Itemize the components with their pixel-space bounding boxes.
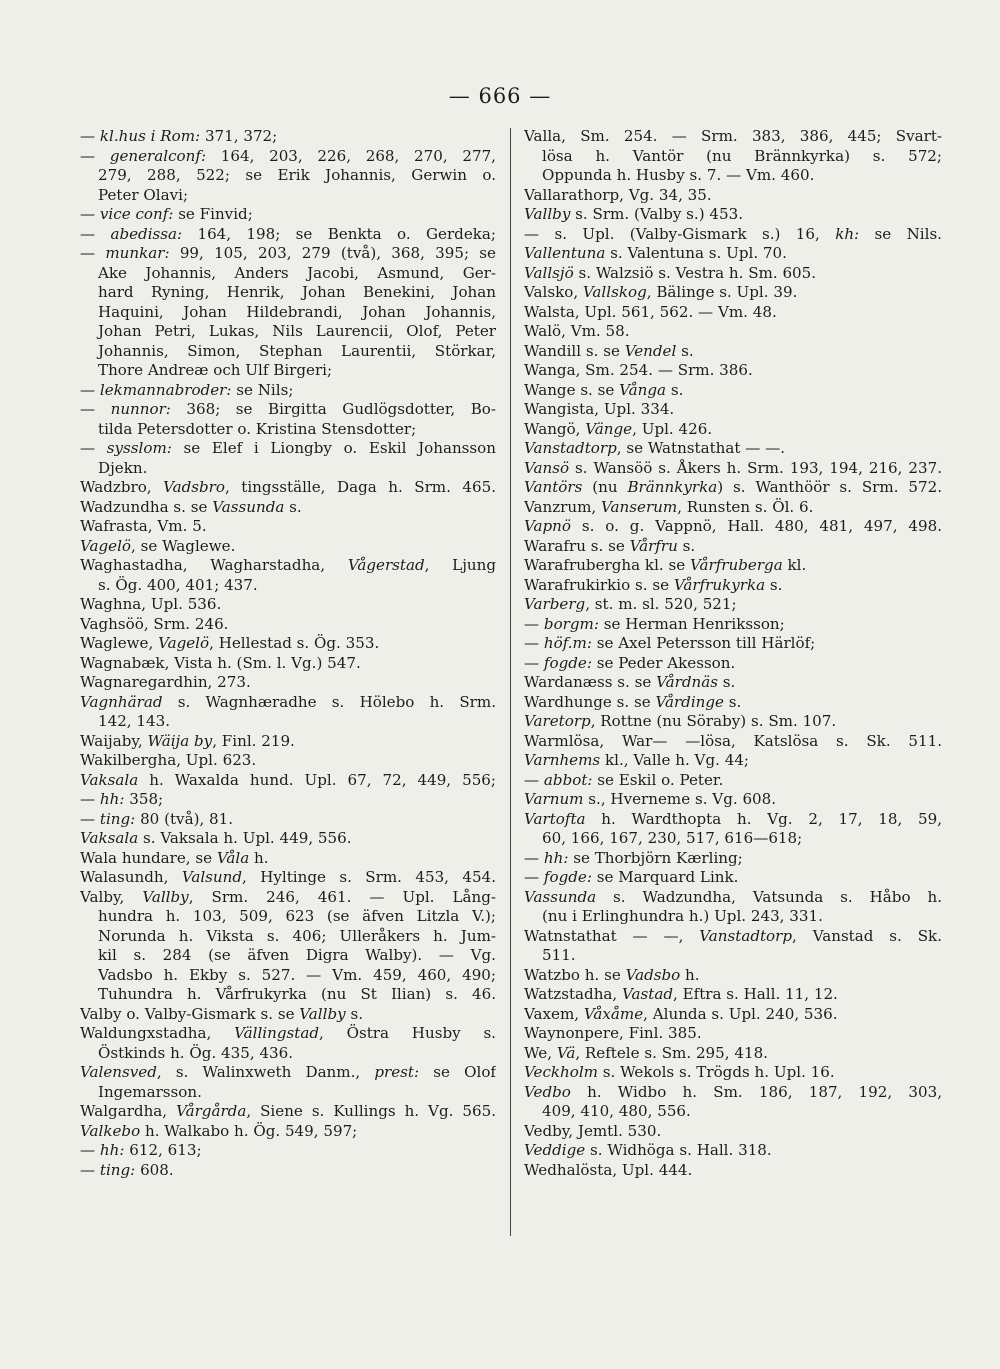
index-line: Vagelö, se Waglewe.	[80, 536, 236, 555]
italic-term: Vänge	[585, 419, 633, 438]
index-line: 279, 288, 522; se Erik Johannis, Gerwin o.	[98, 166, 496, 184]
italic-term: Vagelö	[158, 634, 210, 652]
italic-term: Vagnhärad	[80, 692, 163, 711]
index-line: We, Vä, Reftele s. Sm. 295, 418.	[524, 1043, 768, 1062]
index-line: Waghastadha, Wagharstadha, Vågerstad, Ljung	[80, 556, 496, 574]
index-line: Waynonpere, Finl. 385.	[524, 1024, 702, 1042]
italic-term: Vanstadtorp	[699, 926, 793, 945]
italic-term: Vallby	[299, 1004, 346, 1023]
italic-term: abbot:	[543, 770, 593, 789]
index-line: lösa h. Vantör (nu Brännkyrka) s. 572;	[542, 146, 942, 165]
left-column	[80, 127, 496, 1180]
index-line: Varnhems kl., Valle h. Vg. 44;	[524, 751, 750, 769]
index-line: Walasundh, Valsund, Hyltinge s. Srm. 453, 454.	[80, 868, 496, 886]
index-line: Waldungxstadha, Vällingstad, Östra Husby s.	[80, 1024, 496, 1042]
index-line: Valby o. Valby-Gismark s. se Vallby s.	[80, 1004, 363, 1023]
italic-term: Valensved	[80, 1063, 157, 1081]
index-line: Johan Petri, Lukas, Nils Laurencii, Olof, Peter	[98, 322, 496, 340]
italic-term: Vårdinge	[655, 692, 724, 711]
italic-term: ting:	[99, 1160, 136, 1179]
index-line: Warmlösa, War— —lösa, Katslösa s. Sk. 511.	[524, 731, 942, 750]
index-line: Wadzbro, Vadsbro, tingsställe, Daga h. Srm. 465.	[80, 478, 496, 496]
italic-term: sysslom:	[106, 439, 172, 457]
index-line: Vassunda s. Wadzundha, Vatsunda s. Håbo h.	[524, 887, 942, 906]
index-line: — hh: 612, 613;	[80, 1141, 202, 1159]
index-line: — abbot: se Eskil o. Peter.	[524, 770, 724, 789]
index-line: Wardanæss s. se Vårdnäs s.	[524, 673, 736, 691]
index-line: Walsta, Upl. 561, 562. — Vm. 48.	[524, 302, 777, 321]
index-line: Wafrasta, Vm. 5.	[80, 517, 207, 535]
index-line: Wagnabæk, Vista h. (Sm. l. Vg.) 547.	[80, 653, 361, 672]
italic-term: borgm:	[543, 614, 599, 633]
index-line: Wange s. se Vånga s.	[524, 380, 684, 399]
index-line: hundra h. 103, 509, 623 (se äfven Litzla V.);	[98, 907, 496, 925]
index-line: Vagnhärad s. Wagnhæradhe s. Hölebo h. Srm.	[80, 692, 496, 711]
italic-term: Vaksala	[80, 829, 139, 847]
index-line: — generalconf: 164, 203, 226, 268, 270, 277,	[80, 146, 496, 165]
index-line: Walgardha, Vårgårda, Siene s. Kullings h. Vg. 565.	[80, 1102, 496, 1120]
index-line: tilda Petersdotter o. Kristina Stensdotter;	[98, 419, 417, 438]
italic-term: Vastad	[622, 985, 674, 1003]
index-line: Wardhunge s. se Vårdinge s.	[524, 692, 742, 711]
italic-term: hh:	[543, 848, 569, 867]
index-line: Waijaby, Wäija by, Finl. 219.	[80, 731, 295, 750]
italic-term: Vedbo	[524, 1082, 571, 1101]
index-line: Valkebo h. Walkabo h. Ög. 549, 597;	[80, 1121, 358, 1140]
index-line: (nu i Erlinghundra h.) Upl. 243, 331.	[542, 907, 823, 925]
index-line: Wagnaregardhin, 273.	[80, 673, 251, 691]
italic-term: Vallby	[142, 887, 189, 906]
page-number: — 666 —	[448, 84, 552, 108]
index-line: — abedissa: 164, 198; se Benkta o. Gerdeka;	[80, 224, 496, 243]
index-line: Vanstadtorp, se Watnstathat — —.	[524, 439, 786, 457]
italic-term: Våla	[216, 848, 250, 867]
italic-term: Valkebo	[80, 1121, 141, 1140]
italic-term: Valsund	[181, 868, 243, 886]
index-line: Veckholm s. Wekols s. Trögds h. Upl. 16.	[524, 1063, 835, 1081]
index-line: — hh: 358;	[80, 790, 164, 808]
index-line: Vedbo h. Widbo h. Sm. 186, 187, 192, 303,	[524, 1082, 942, 1101]
index-line: Watzstadha, Vastad, Eftra s. Hall. 11, 12.	[524, 985, 838, 1003]
index-line: — ting: 608.	[80, 1160, 174, 1179]
italic-term: Vantörs	[524, 478, 583, 496]
index-line: Thore Andreæ och Ulf Birgeri;	[98, 361, 333, 379]
right-column	[524, 127, 942, 1180]
italic-term: fogde:	[543, 653, 592, 672]
index-line: Peter Olavi;	[98, 185, 189, 204]
italic-term: hh:	[99, 790, 125, 808]
index-line: Waglewe, Vagelö, Hellestad s. Ög. 353.	[80, 634, 380, 652]
italic-term: Vanserum	[601, 497, 678, 516]
index-line: Walö, Vm. 58.	[524, 322, 630, 340]
index-line: Varberg, st. m. sl. 520, 521;	[524, 595, 737, 613]
index-line: s. Ög. 400, 401; 437.	[98, 575, 258, 594]
italic-term: kl.hus i Rom:	[99, 127, 201, 145]
index-line: — sysslom: se Elef i Liongby o. Eskil Johansson	[80, 439, 496, 457]
index-line: 142, 143.	[98, 712, 171, 730]
italic-term: abedissa:	[110, 224, 183, 243]
index-line: — hh: se Thorbjörn Kærling;	[524, 848, 743, 867]
italic-term: Wäija by	[147, 731, 213, 750]
index-line: Haquini, Johan Hildebrandi, Johan Johannis,	[98, 302, 496, 321]
italic-term: Vapnö	[524, 517, 571, 535]
index-line: — kl.hus i Rom: 371, 372;	[80, 127, 278, 145]
index-line: Ake Johannis, Anders Jacobi, Asmund, Ger-	[98, 263, 496, 282]
index-line: Johannis, Simon, Stephan Laurentii, Störkar,	[98, 341, 496, 360]
italic-term: Vallby	[524, 205, 571, 223]
italic-term: Vendel	[624, 341, 677, 360]
index-line: 511.	[542, 946, 576, 964]
italic-term: höf.m:	[543, 634, 592, 652]
index-line: Norunda h. Viksta s. 406; Ulleråkers h. Jum-	[98, 926, 496, 945]
index-line: Wanga, Sm. 254. — Srm. 386.	[524, 361, 753, 379]
index-line: Djekn.	[98, 458, 148, 477]
italic-term: lekmannabroder:	[99, 380, 232, 399]
italic-term: Vagelö	[80, 536, 132, 555]
italic-term: Vårfruberga	[689, 556, 783, 574]
index-line: Wandill s. se Vendel s.	[524, 341, 694, 360]
italic-term: fogde:	[543, 868, 592, 886]
italic-term: Vanstadtorp	[524, 439, 617, 457]
italic-term: Vallentuna	[524, 244, 606, 262]
italic-term: generalconf:	[109, 146, 207, 165]
index-line: — fogde: se Marquard Link.	[524, 868, 739, 886]
index-line: Warafrubergha kl. se Vårfruberga kl.	[524, 556, 807, 574]
italic-term: prest:	[374, 1063, 420, 1081]
index-line: — höf.m: se Axel Petersson till Härlöf;	[524, 634, 816, 652]
italic-term: Vansö	[524, 458, 570, 477]
index-line: Östkinds h. Ög. 435, 436.	[98, 1043, 294, 1062]
italic-term: Vånga	[619, 380, 667, 399]
index-line: Vedby, Jemtl. 530.	[524, 1121, 662, 1140]
italic-term: Vallskog	[582, 283, 647, 301]
index-line: Wakilbergha, Upl. 623.	[80, 751, 257, 769]
index-line: Varetorp, Rottne (nu Söraby) s. Sm. 107.	[524, 712, 837, 730]
index-line: Wedhalösta, Upl. 444.	[524, 1160, 693, 1179]
index-line: — borgm: se Herman Henriksson;	[524, 614, 785, 633]
italic-term: ting:	[99, 809, 136, 828]
index-line: — ting: 80 (två), 81.	[80, 809, 234, 828]
italic-term: hh:	[99, 1141, 125, 1159]
italic-term: munkar:	[105, 244, 170, 262]
italic-term: Vårgårda	[176, 1102, 247, 1120]
index-line: Varnum s., Hverneme s. Vg. 608.	[524, 790, 777, 808]
italic-term: Varnum	[524, 790, 584, 808]
italic-term: Vadsbo	[625, 965, 681, 984]
index-line: Veddige s. Widhöga s. Hall. 318.	[524, 1141, 772, 1159]
index-line: Vantörs (nu Brännkyrka) s. Wanthöör s. Srm. 572.	[524, 478, 942, 496]
italic-term: Brännkyrka	[627, 478, 718, 496]
index-line: Vanzrum, Vanserum, Runsten s. Öl. 6.	[524, 497, 814, 516]
index-line: Vaksala s. Vaksala h. Upl. 449, 556.	[80, 829, 352, 847]
italic-term: Veddige	[524, 1141, 586, 1159]
index-line: Vaghsöö, Srm. 246.	[80, 614, 229, 633]
index-line: Valsko, Vallskog, Bälinge s. Upl. 39.	[524, 283, 798, 301]
italic-term: Varetorp	[524, 712, 591, 730]
column-divider	[510, 128, 511, 1236]
index-line: Vallsjö s. Walzsiö s. Vestra h. Sm. 605.	[524, 263, 817, 282]
index-line: — nunnor: 368; se Birgitta Gudlögsdotter, Bo-	[80, 400, 496, 418]
italic-term: Våxåme	[583, 1004, 644, 1023]
index-line: Vaxem, Våxåme, Alunda s. Upl. 240, 536.	[524, 1004, 838, 1023]
index-line: — lekmannabroder: se Nils;	[80, 380, 294, 399]
italic-term: Vaksala	[80, 770, 139, 789]
index-line: Ingemarsson.	[98, 1082, 202, 1101]
italic-term: kh:	[835, 224, 860, 243]
index-line: Oppunda h. Husby s. 7. — Vm. 460.	[542, 166, 815, 184]
index-line: — munkar: 99, 105, 203, 279 (två), 368, 395; se	[80, 244, 496, 262]
index-line: — s. Upl. (Valby-Gismark s.) 16, kh: se Nils.	[524, 224, 942, 243]
index-line: Vartofta h. Wardthopta h. Vg. 2, 17, 18, 59,	[524, 809, 942, 828]
index-line: 60, 166, 167, 230, 517, 616—618;	[542, 829, 803, 847]
italic-term: Vä	[556, 1043, 576, 1062]
index-line: Valensved, s. Walinxweth Danm., prest: se Olof	[80, 1063, 496, 1081]
index-line: Wadzundha s. se Vassunda s.	[80, 497, 302, 516]
index-line: Watnstathat — —, Vanstadtorp, Vanstad s. Sk.	[524, 926, 942, 945]
index-line: Vallarathorp, Vg. 34, 35.	[524, 185, 712, 204]
italic-term: vice conf:	[99, 205, 174, 223]
index-line: Wangö, Vänge, Upl. 426.	[524, 419, 713, 438]
italic-term: Vassunda	[212, 497, 285, 516]
italic-term: Vallsjö	[524, 263, 574, 282]
index-line: Vapnö s. o. g. Vappnö, Hall. 480, 481, 497, 498.	[524, 517, 942, 535]
italic-term: Veckholm	[524, 1063, 598, 1081]
index-line: Vallentuna s. Valentuna s. Upl. 70.	[524, 244, 787, 262]
italic-term: Vadsbro	[163, 478, 225, 496]
italic-term: Vågerstad	[347, 556, 425, 574]
index-line: Waghna, Upl. 536.	[80, 595, 222, 613]
italic-term: Vällingstad	[234, 1024, 319, 1042]
italic-term: Vårfrukyrka	[673, 575, 766, 594]
index-line: — vice conf: se Finvid;	[80, 205, 253, 223]
index-line: Watzbo h. se Vadsbo h.	[524, 965, 700, 984]
italic-term: Vartofta	[524, 809, 586, 828]
index-line: Warafrukirkio s. se Vårfrukyrka s.	[524, 575, 783, 594]
italic-term: Vassunda	[524, 887, 597, 906]
index-line: — fogde: se Peder Akesson.	[524, 653, 736, 672]
index-line: Tuhundra h. Vårfrukyrka (nu St Ilian) s. 46.	[98, 985, 496, 1003]
index-line: Vaksala h. Waxalda hund. Upl. 67, 72, 449, 556;	[80, 770, 496, 789]
index-line: Valla, Sm. 254. — Srm. 383, 386, 445; Svart-	[524, 127, 942, 145]
italic-term: Varberg	[524, 595, 586, 613]
italic-term: Vårfru	[629, 536, 678, 555]
italic-term: nunnor:	[110, 400, 171, 418]
index-line: hard Ryning, Henrik, Johan Benekini, Johan	[98, 283, 496, 301]
index-line: Vallby s. Srm. (Valby s.) 453.	[524, 205, 744, 223]
italic-term: Varnhems	[524, 751, 601, 769]
index-line: kil s. 284 (se äfven Digra Walby). — Vg.	[98, 946, 496, 964]
index-line: 409, 410, 480, 556.	[542, 1102, 691, 1120]
italic-term: Vårdnäs	[656, 673, 718, 691]
index-line: Warafru s. se Vårfru s.	[524, 536, 696, 555]
index-line: Vadsbo h. Ekby s. 527. — Vm. 459, 460, 490;	[98, 965, 496, 984]
index-line: Wangista, Upl. 334.	[524, 400, 675, 418]
index-line: Wala hundare, se Våla h.	[80, 848, 269, 867]
index-line: Valby, Vallby, Srm. 246, 461. — Upl. Lång-	[80, 887, 496, 906]
index-line: Vansö s. Wansöö s. Åkers h. Srm. 193, 194, 216, 237.	[524, 458, 942, 477]
